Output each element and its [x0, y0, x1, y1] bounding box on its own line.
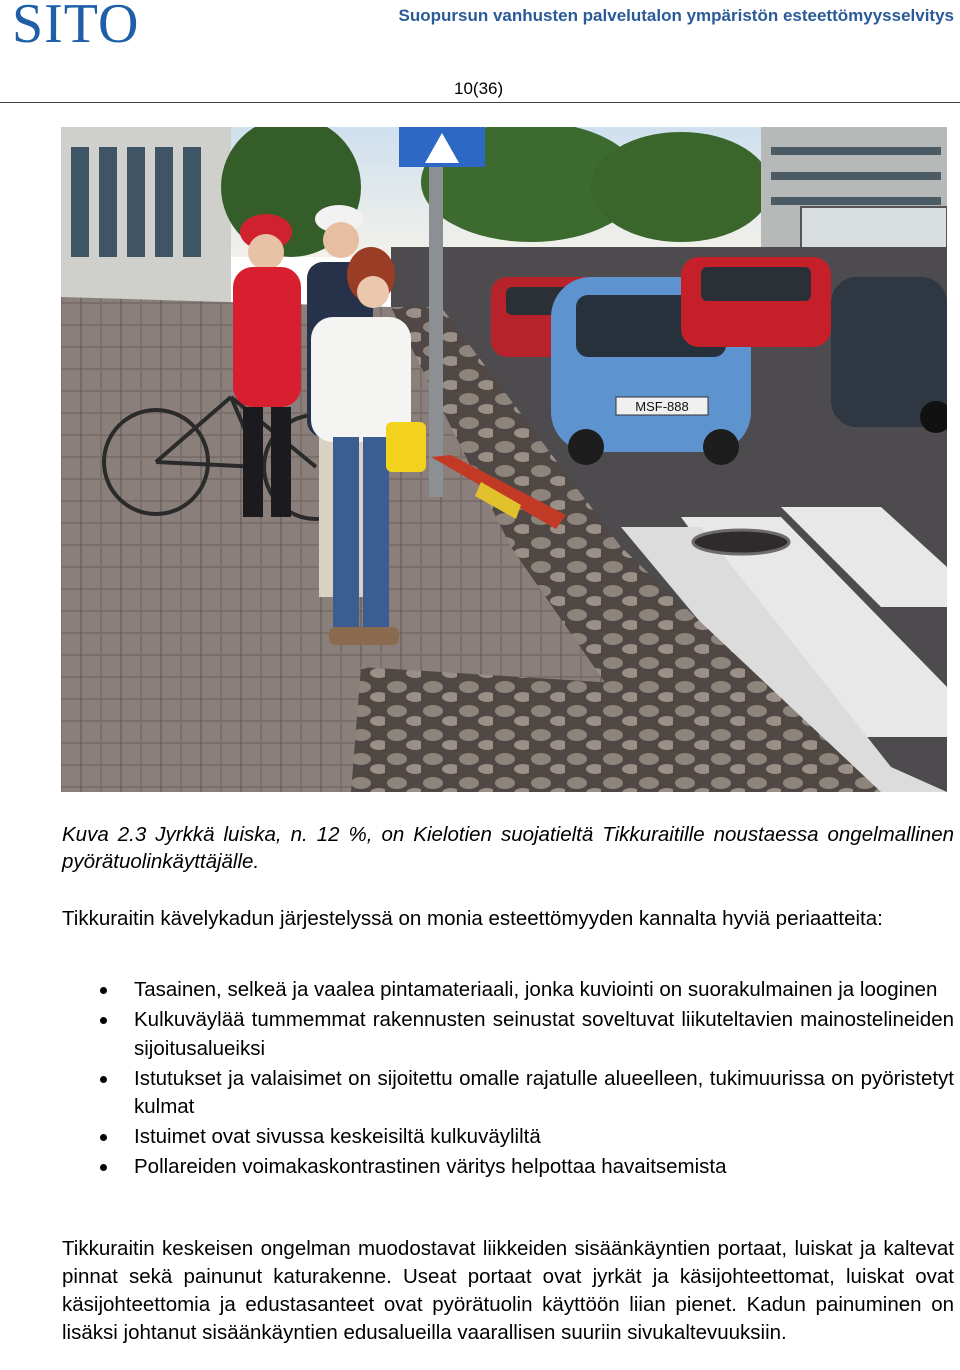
bullet-icon — [100, 1076, 107, 1083]
list-item-text: Pollareiden voimakaskontrastinen väritys helpottaa havaitsemista — [134, 1155, 727, 1178]
page-number: 10(36) — [454, 79, 504, 98]
list-item — [62, 976, 954, 1005]
dark-car-right — [831, 277, 947, 433]
document-title: Suopursun vanhusten palvelutalon ympäristön esteettömyysselvitys — [398, 6, 954, 25]
list-item — [62, 1006, 954, 1063]
bullet-icon — [100, 1017, 107, 1024]
bullet-icon — [100, 987, 107, 994]
bullet-icon — [100, 1164, 107, 1171]
list-item — [62, 1123, 954, 1152]
problems-paragraph: Tikkuraitin keskeisen ongelman muodostavat liikkeiden sisäänkäyntien portaat, luiskat ja kaltevat pinnat sekä painunut katurakenne. Useat portaat ovat jyrkät ja käsijohteettomat, luiskat ovat käsijohteettomia ja edustasanteet ovat pyörätuolin käyttöön liian pienet. Kadun painuminen on lisäksi johtanut sisäänkäyntien edusalueilla vaarallisen suuriin sivukaltevuuksiin. — [62, 1237, 954, 1344]
list-item-text: Istuimet ovat sivussa keskeisiltä kulkuväyliltä — [134, 1125, 541, 1148]
street-photo — [61, 127, 947, 792]
header-divider — [0, 102, 960, 103]
figure-caption: Kuva 2.3 Jyrkkä luiska, n. 12 %, on Kielotien suojatieltä Tikkuraitille noustaessa ongelmallinen pyörätuolinkäyttäjälle. — [62, 823, 954, 873]
list-item-text: Kulkuväylää tummemmat rakennusten seinustat soveltuvat liikuteltavien mainostelineiden sijoitusalueiksi — [134, 1008, 954, 1060]
list-item-text: Istutukset ja valaisimet on sijoitettu omalle rajatulle alueelleen, tukimuurissa on pyöristetyt kulmat — [134, 1066, 954, 1118]
sito-logo: SITO — [12, 0, 140, 55]
license-plate-text: MSF-888 — [635, 399, 689, 414]
intro-paragraph: Tikkuraitin kävelykadun järjestelyssä on monia esteettömyyden kannalta hyviä periaatteita: — [62, 907, 883, 930]
street-photo-illustration — [61, 127, 947, 792]
list-item-text: Tasainen, selkeä ja vaalea pintamateriaali, jonka kuviointi on suorakulmainen ja looginen — [134, 978, 938, 1001]
bullet-icon — [100, 1134, 107, 1141]
list-item — [62, 1065, 954, 1122]
list-item — [62, 1153, 954, 1182]
principles-list — [62, 976, 954, 1183]
red-car-right — [681, 257, 831, 347]
